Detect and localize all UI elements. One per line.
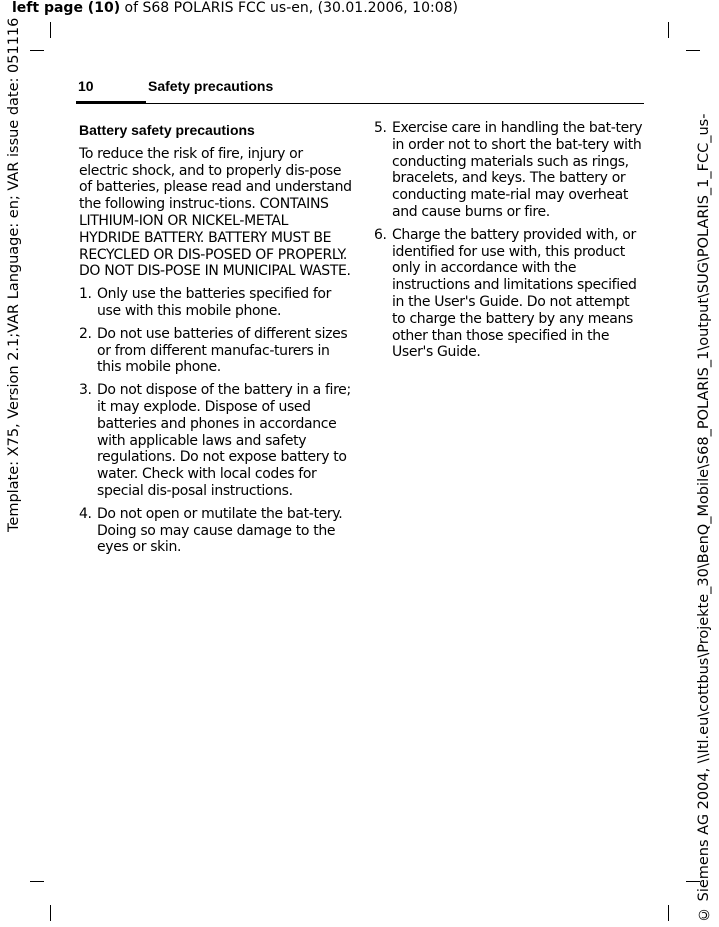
list-item: [79, 506, 353, 556]
slug-page-label: left page (10): [12, 0, 121, 16]
list-item-number: 4.: [79, 505, 92, 522]
left-column: [79, 120, 353, 562]
list-item-number: 5.: [374, 120, 387, 136]
crop-mark: [668, 905, 669, 921]
slug-file-info: of S68 POLARIS FCC us-en, (30.01.2006, 10:08): [120, 0, 458, 16]
list-item-text: Do not open or mutilate the bat-tery. Doing so may cause damage to the eyes or skin.: [97, 505, 343, 556]
list-item-text: Charge the battery provided with, or identified for use with, this product only in accordance with the instructions and limitations specified in the User's Guide. Do not attempt to charge the battery by any means other than those specified in the User's Guide.: [392, 226, 637, 361]
list-item-number: 3.: [79, 382, 92, 399]
list-item: [374, 120, 644, 221]
list-item-text: Do not dispose of the battery in a fire; it may explode. Dispose of used batteries and phones in accordance with applicable laws and safety regulations. Do not expose battery to water. Check with local codes for special dis-posal instructions.: [97, 382, 351, 499]
list-item-number: 6.: [374, 226, 387, 243]
battery-safety-heading: Battery safety precautions: [79, 122, 255, 138]
list-item: [374, 227, 644, 361]
list-item-number: 1.: [79, 286, 92, 303]
print-slug: [12, 0, 458, 16]
crop-mark: [686, 50, 700, 51]
header-rule: [146, 103, 644, 104]
right-column: [374, 120, 644, 367]
copyright-path: © Siemens AG 2004, \\Itl.eu\cottbus\Projekte_30\BenQ_Mobile\S68_POLARIS_1\output\SUG\POLARIS_1_FCC_us-: [696, 113, 712, 922]
list-item: [79, 382, 353, 500]
crop-mark: [30, 881, 44, 882]
page-number: 10: [78, 78, 94, 94]
crop-mark: [50, 905, 51, 921]
crop-mark: [30, 50, 44, 51]
intro-paragraph: To reduce the risk of fire, injury or electric shock, and to properly dis-pose of batteries, please read and understand the following instruc-tions. CONTAINS LITHIUM-ION OR NICKEL-METAL HYDRIDE BATTERY. BATTERY MUST BE RECYCLED OR DIS-POSED OF PROPERLY. DO NOT DIS-POSE IN MUNICIPAL WASTE.: [79, 145, 352, 280]
crop-mark: [668, 22, 669, 38]
list-item-number: 2.: [79, 325, 92, 342]
header-rule-thick: [76, 101, 146, 104]
section-title: Safety precautions: [148, 78, 274, 94]
list-item-text: Exercise care in handling the bat-tery in order not to short the bat-tery with conducting materials such as rings, bracelets, and keys. The battery or conducting mate-rial may overheat and cause burns or fire.: [392, 120, 643, 220]
list-item: [79, 326, 353, 376]
list-item-text: Only use the batteries specified for use with this mobile phone.: [97, 286, 332, 319]
list-item-text: Do not use batteries of different sizes or from different manufac-turers in this mobile phone.: [97, 325, 348, 376]
list-item: [79, 286, 353, 320]
crop-mark: [50, 22, 51, 38]
template-info: Template: X75, Version 2.1;VAR Language: en; VAR issue date: 051116: [6, 18, 22, 533]
